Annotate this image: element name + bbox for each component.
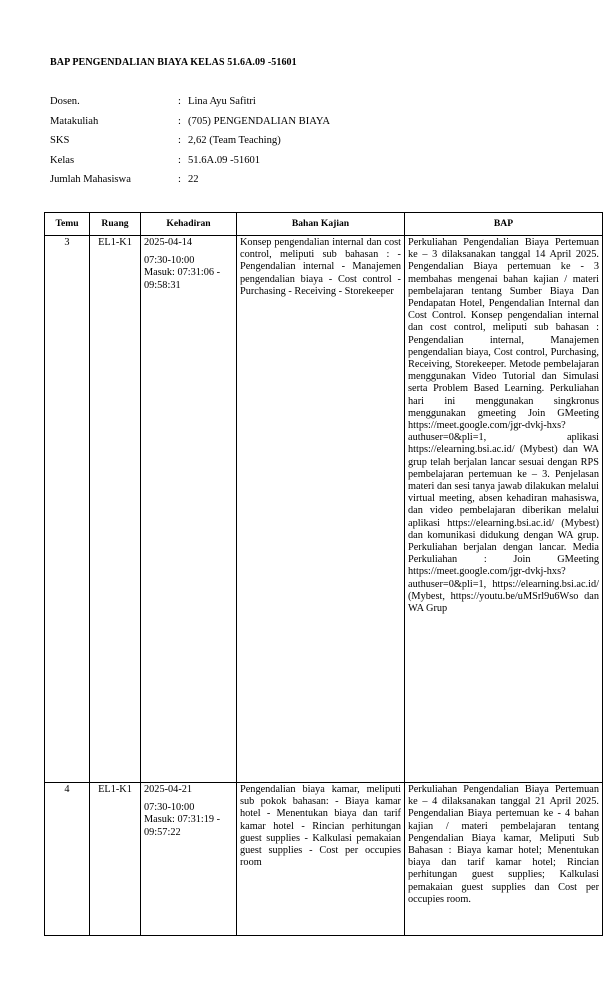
info-value: 2,62 (Team Teaching): [188, 135, 281, 147]
info-row-sks: [50, 135, 330, 155]
info-label: Dosen.: [50, 96, 80, 107]
header-temu: Temu: [45, 213, 90, 236]
cell-temu: 4: [45, 783, 90, 936]
cell-kehadiran: [141, 236, 237, 783]
info-row-matakuliah: [50, 116, 330, 136]
course-info: [50, 96, 330, 194]
cell-ruang: EL1-K1: [90, 783, 141, 936]
info-label: Kelas: [50, 154, 75, 166]
info-value: Lina Ayu Safitri: [188, 96, 256, 107]
header-kehadiran: Kehadiran: [141, 213, 237, 236]
table-row: [45, 236, 603, 783]
info-label: Jumlah Mahasiswa: [50, 174, 131, 186]
info-colon: :: [178, 135, 181, 147]
info-row-jumlah-mahasiswa: [50, 174, 330, 194]
cell-bahan-kajian: Konsep pengendalian internal dan cost control, meliputi sub bahasan : - Pengendalian internal - Manajemen pengendalian biaya - Cost control - Purchasing - Receiving - Storekeeper: [237, 236, 405, 783]
header-bap: BAP: [405, 213, 603, 236]
table-row: [45, 783, 603, 936]
kehadiran-date: 2025-04-21: [144, 784, 193, 795]
cell-kehadiran: [141, 783, 237, 936]
kehadiran-date: 2025-04-14: [144, 237, 193, 248]
bap-table: [44, 212, 603, 936]
info-colon: :: [178, 154, 181, 166]
kehadiran-masuk: Masuk: 07:31:19 - 09:57:22: [144, 814, 221, 838]
info-value: 51.6A.09 -51601: [188, 154, 261, 166]
info-row-dosen: [50, 96, 330, 116]
info-value: 22: [188, 174, 199, 186]
cell-temu: 3: [45, 236, 90, 783]
info-row-kelas: [50, 155, 330, 175]
cell-bap: Perkuliahan Pengendalian Biaya Pertemuan ke – 3 dilaksanakan tanggal 14 April 2025. Pengendalian Biaya pertemuan ke - 3 membahas mengenai bahan kajian / materi pembelajaran tentang Sumber Biaya Dan Pendapatan Hotel, Pengendalian Internal dan Cost Control. Konsep pengendalian internal dan cost control, meliputi sub bahasan : Pengendalian internal, Manajemen pengendalian biaya, Cost control, Purchasing, Receiving, Storekeeper. Metode pembelajaran menggunakan Video Tutorial dan Simulasi serta Problem Based Learning. Perkuliahan hari ini menggunakan singkronus menggunakan gmeeting Join GMeeting https://meet.google.com/jgr-dvkj-hxs?authuser=0&pli=1, aplikasi https://elearning.bsi.ac.id/ (Mybest) dan WA grup telah berjalan lancar sesuai dengan RPS pembelajaran pertemuan ke – 3. Penjelasan materi dan sesi tanya jawab dilakukan melalui virtual meeting, absen kehadiran mahasiswa, dan video pembelajaran diberikan melalui aplikasi https://elearning.bsi.ac.id/ (Mybest) dan komunikasi didukung dengan WA grup. Perkuliahan berjalan dengan lancar. Media Perkuliahan : Join GMeeting https://meet.google.com/jgr-dvkj-hxs?authuser=0&pli=1, https://elearning.bsi.ac.id/ (Mybest, https://youtu.be/uMSrl9u6Wso dan WA Grup: [405, 236, 603, 783]
document-title: BAP PENGENDALIAN BIAYA KELAS 51.6A.09 -51601: [50, 57, 297, 68]
table-header-row: [45, 213, 603, 236]
header-bahan-kajian: Bahan Kajian: [237, 213, 405, 236]
info-colon: :: [178, 174, 181, 186]
info-colon: :: [178, 96, 181, 107]
kehadiran-masuk: Masuk: 07:31:06 - 09:58:31: [144, 267, 221, 291]
info-colon: :: [178, 115, 181, 127]
header-ruang: Ruang: [90, 213, 141, 236]
kehadiran-time: 07:30-10:00: [144, 802, 195, 814]
info-value: (705) PENGENDALIAN BIAYA: [188, 115, 331, 127]
info-label: SKS: [50, 135, 70, 147]
cell-ruang: EL1-K1: [90, 236, 141, 783]
cell-bahan-kajian: Pengendalian biaya kamar, meliputi sub pokok bahasan: - Biaya kamar hotel - Menentukan biaya dan tarif kamar hotel - Rincian perhitungan guest supplies - Kalkulasi pemakaian guest supplies - Cost per occupies room: [237, 783, 405, 936]
info-label: Matakuliah: [50, 115, 99, 127]
cell-bap: Perkuliahan Pengendalian Biaya Pertemuan ke – 4 dilaksanakan tanggal 21 April 2025. Pengendalian Biaya pertemuan ke - 4 bahan kajian / materi pembelajaran tentang Pengendalian Biaya kamar, Meliputi Sub Bahasan : Biaya kamar hotel; Menentukan biaya dan tarif kamar hotel; Rincian perhitungan guest supplies; Kalkulasi pemakaian guest supplies dan Cost per occupies room.: [405, 783, 603, 936]
kehadiran-time: 07:30-10:00: [144, 255, 195, 267]
